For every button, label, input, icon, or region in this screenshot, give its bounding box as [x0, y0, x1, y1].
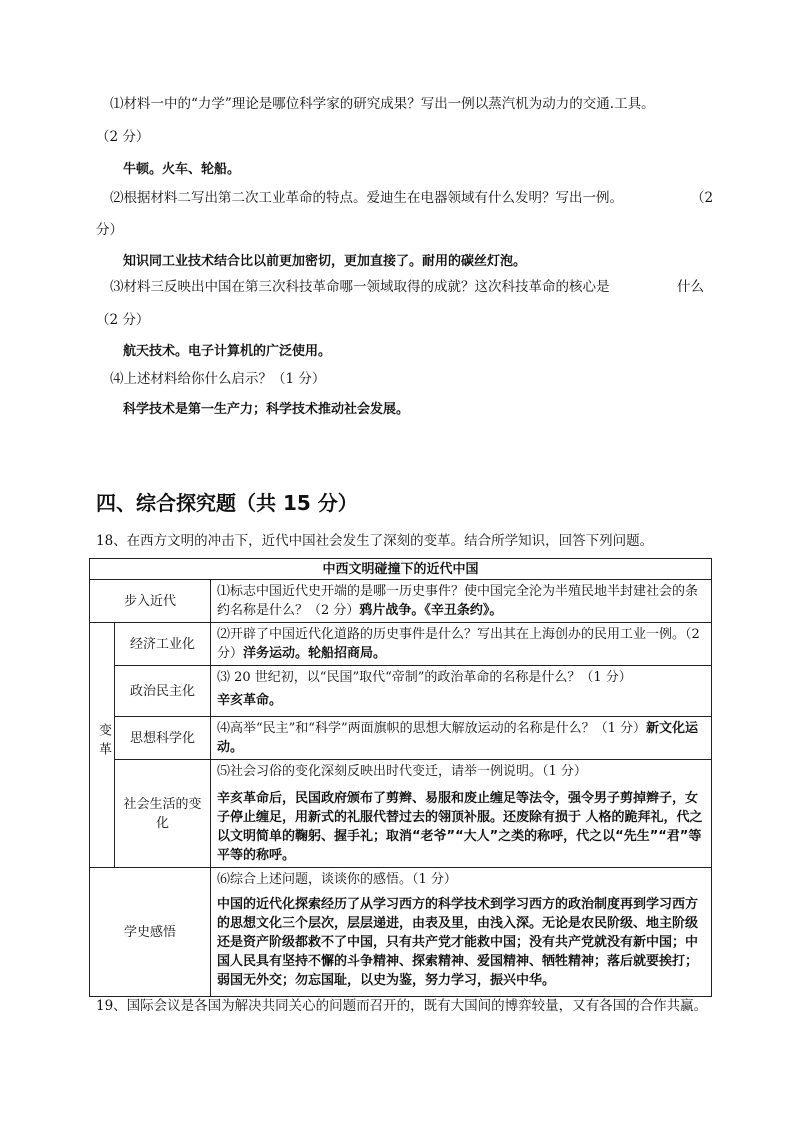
group-label-reform: 变革 — [90, 623, 115, 868]
q17-sub2-score-b: 分） — [96, 222, 123, 238]
q17-sub2-question: ⑵根据材料二写出第二次工业革命的特点。爱迪生在电器领域有什么发明？写出一例。 — [110, 190, 623, 206]
row-label-step-into-modern: 步入近代 — [90, 580, 211, 623]
q19-stem: 19、国际会议是各国为解决共同关心的问题而召开的，既有大国间的博弈较量，又有各国的合作共赢。 — [96, 998, 708, 1014]
q17-sub3-tail: 什么 — [677, 279, 704, 295]
q18-table — [89, 558, 712, 997]
question-text: ⑷高举“民主”和“科学”两面旗帜的思想大解放运动的名称是什么？（1 分） — [217, 721, 646, 736]
row-content — [211, 580, 712, 623]
q17-sub3-answer: 航天技术。电子计算机的广泛使用。 — [123, 344, 332, 359]
q17-sub1-question: ⑴材料一中的“力学”理论是哪位科学家的研究成果？写出一例以蒸汽机为动力的交通.工具。 — [110, 96, 655, 112]
table-title: 中西文明碰撞下的近代中国 — [90, 559, 712, 580]
q17-sub2-answer: 知识同工业技术结合比以前更加密切，更加直接了。耐用的碳丝灯泡。 — [123, 254, 527, 269]
row-content — [211, 666, 712, 717]
row-content — [211, 717, 712, 760]
question-text: ⑶ 20 世纪初，以“民国”取代“帝制”的政治革命的名称是什么？（1 分） — [217, 670, 632, 685]
row-label-economy: 经济工业化 — [115, 623, 211, 666]
q17-sub1-score: （2 分） — [96, 129, 150, 145]
row-content — [211, 868, 712, 997]
question-text: ⑴标志中国近代史开端的是哪一历史事件？使中国完全沦为半殖民地半封建社会的条约名称是什么？（2 分） — [217, 584, 699, 618]
table-row — [90, 666, 712, 717]
row-content — [211, 760, 712, 868]
q17-sub4-answer: 科学技术是第一生产力；科学技术推动社会发展。 — [123, 402, 410, 417]
answer-text: 辛亥革命后，民国政府颁布了剪辫、易服和废止缠足等法令，强令男子剪掉辫子，女子停止缠足，用新式的礼服代替过去的翎顶补服。还废除有损于 人格的跪拜礼，代之以文明简单的鞠躬、握手礼；取消“老爷”“大人”之类的称呼，代之以“先生”“君”等平等的称呼。 — [217, 791, 703, 863]
q17-sub3-score: （2 分） — [96, 312, 150, 328]
answer-text: 辛亥革命。 — [217, 693, 283, 708]
table-row — [90, 717, 712, 760]
table-row — [90, 580, 712, 623]
row-label-politics: 政治民主化 — [115, 666, 211, 717]
answer-text: 新文化运动。 — [217, 721, 699, 755]
answer-text: 鸦片战争。《辛丑条约》。 — [359, 603, 503, 618]
row-label-reflection: 学史感悟 — [90, 868, 211, 997]
row-label-social-life: 社会生活的变化 — [115, 760, 211, 868]
question-text: ⑵开辟了中国近代化道路的历史事件是什么？写出其在上海创办的民用工业一例。（2 分） — [217, 627, 700, 661]
table-row — [90, 623, 712, 666]
q17-sub1-answer: 牛顿。火车、轮船。 — [123, 162, 241, 177]
table-row — [90, 760, 712, 868]
row-content — [211, 623, 712, 666]
row-label-thought: 思想科学化 — [115, 717, 211, 760]
table-row — [90, 868, 712, 997]
question-text: ⑹综合上述问题，谈谈你的感悟。（1 分） — [217, 872, 457, 887]
answer-text: 洋务运动。轮船招商局。 — [243, 646, 387, 661]
section-heading: 四、综合探究题（共 15 分） — [96, 491, 358, 515]
q17-sub3-question: ⑶材料三反映出中国在第三次科技革命哪一领域取得的成就？这次科技革命的核心是 — [110, 279, 610, 295]
question-text: ⑸社会习俗的变化深刻反映出时代变迁，请举一例说明。（1 分） — [217, 764, 587, 779]
q17-sub4-question: ⑷上述材料给你什么启示？（1 分） — [110, 371, 326, 387]
answer-text: 中国的近代化探索经历了从学习西方的科学技术到学习西方的政治制度再到学习西方的思想文化三个层次，层层递进，由表及里，由浅入深。无论是农民阶级、地主阶级还是资产阶级都救不了中国，只有共产党才能救中国；没有共产党就没有新中国；中国人民具有坚持不懈的斗争精神、探索精神、爱国精神、牺牲精神；落后就要挨打；弱国无外交；勿忘国耻，以史为鉴，努力学习，振兴中华。 — [217, 897, 699, 988]
q18-stem: 18、在西方文明的冲击下，近代中国社会发生了深刻的变革。结合所学知识，回答下列问题。 — [96, 533, 654, 549]
q17-sub2-score-a: （2 — [691, 190, 714, 206]
